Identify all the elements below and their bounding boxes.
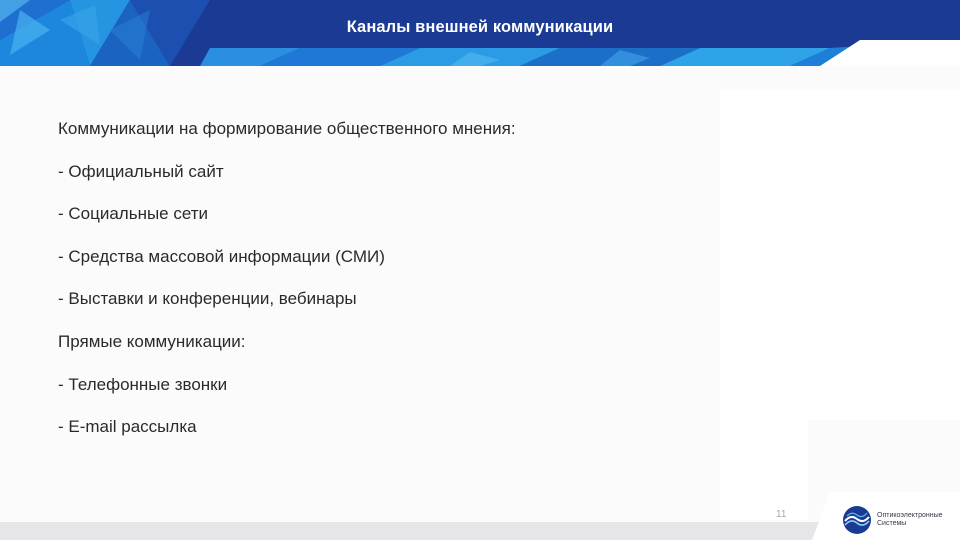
list-item: - Средства массовой информации (СМИ) <box>58 246 385 266</box>
slide-title: Каналы внешней коммуникации <box>346 18 614 36</box>
company-name-line: Оптикоэлектронные <box>877 512 943 519</box>
company-emblem-icon <box>842 505 872 535</box>
list-item: - Телефонные звонки <box>58 374 228 394</box>
section-heading-public-opinion: Коммуникации на формирование общественного мнения: <box>58 119 516 138</box>
list-item: - Официальный сайт <box>58 161 224 181</box>
list-item: - E-mail рассылка <box>58 417 197 437</box>
header-banner <box>0 0 960 66</box>
list-item: - Выставки и конференции, вебинары <box>58 289 357 309</box>
bullet-list <box>58 118 698 459</box>
page-number: 11 <box>776 509 787 520</box>
company-name-line: Системы <box>877 520 907 527</box>
company-name <box>877 512 957 528</box>
section-heading-direct: Прямые коммуникации: <box>58 331 246 351</box>
list-item: - Социальные сети <box>58 204 209 224</box>
